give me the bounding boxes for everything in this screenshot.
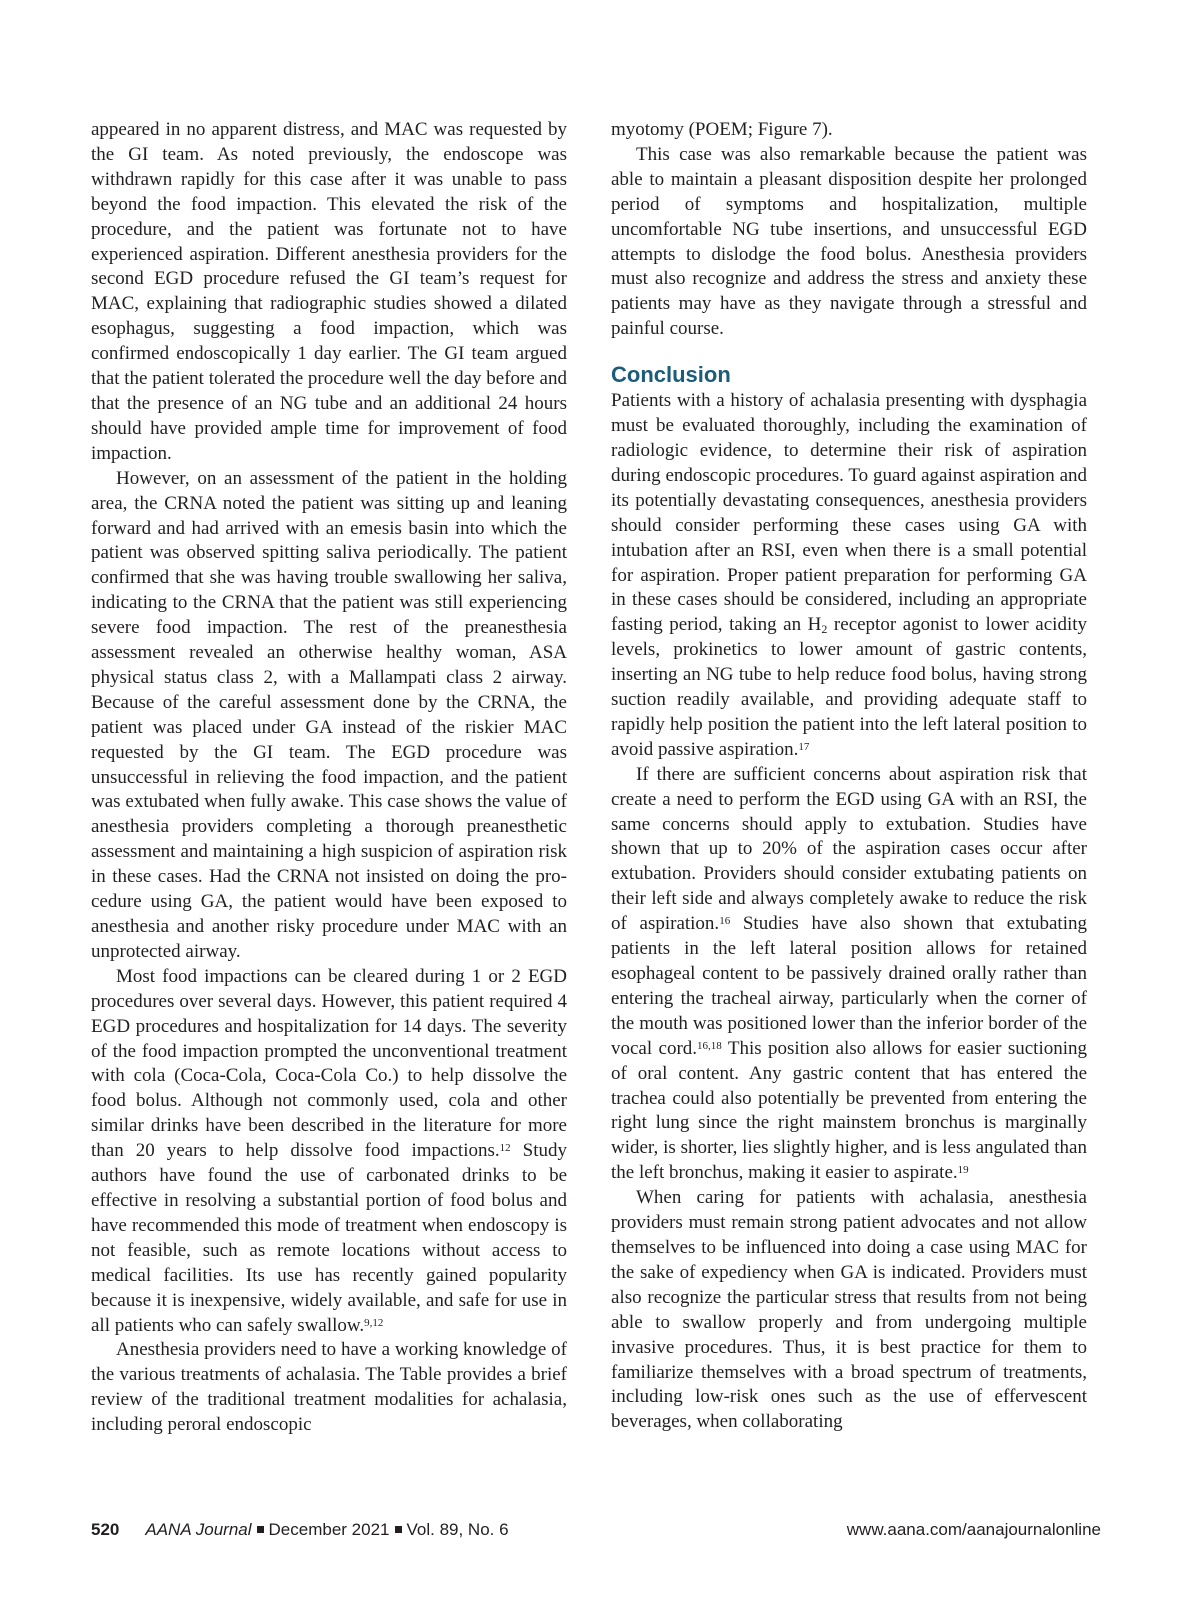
issue-date: December 2021 [268,1520,390,1539]
body-paragraph [611,389,1087,763]
paragraph-text: Studies have also shown that extubating patients in the left lateral position allows for retained esophageal content to be passively drained orally rather than entering the tracheal airway, particularly when the corner of the mouth was positioned lower than the inferior border of the vocal cord. [611,913,1087,1059]
page-footer [91,1520,1101,1542]
bullet-separator-icon [395,1526,402,1533]
page-number: 520 [91,1520,120,1539]
subscript: 2 [821,621,828,636]
citation-reference: 9,12 [364,1316,384,1329]
citation-reference: 12 [499,1142,511,1155]
bullet-separator-icon [257,1526,264,1533]
paragraph-text: This position also allows for easier suctioning of oral content. Any gastric content that has entered the trachea could also potentially be prevented from entering the right lung since the right mainstem bronchus is marginally wider, is shorter, lies slightly higher, and is less angulated than the left bronchus, making it easier to aspirate. [611,1037,1087,1184]
body-paragraph [91,965,567,1339]
volume-issue: Vol. 89, No. 6 [406,1520,509,1539]
paragraph-text: Patients with a history of achalasia presenting with dysphagia must be evaluated thoroughly, including the examination of radiologic evidence, to determine their risk of aspiration during endoscopic procedures. To guard against aspiration and its potentially devastating consequences, anesthesia providers should consider performing these cases using GA with intubation after an RSI, even when there is a small potential for aspiration. Proper patient preparation for performing GA in these cases should be considered, including an appropriate fasting period, taking an H [611,390,1087,636]
body-paragraph [611,763,1087,1186]
paragraph-text: If there are sufficient concerns about aspiration risk that create a need to perform the EGD using GA with an RSI, the same concerns should apply to extubation. Studies have shown that up to 20% of the aspiration cases occur after extubation. Providers should consider extubating patients on their left side and always completely awake to reduce the risk of aspiration. [611,763,1087,935]
body-paragraph: This case was also remarkable because the patient was able to maintain a pleasant disposition despite her prolonged period of symptoms and hospitalization, multiple uncomfortable NG tube insertions, and unsuccessful EGD attempts to dislodge the food bolus. Anesthesia providers must also recognize and address the stress and anxiety these patients may have as they navigate through a stressful and painful course. [611,143,1087,340]
citation-reference: 16,18 [697,1039,722,1052]
citation-reference: 16 [719,915,731,928]
journal-url: www.aana.com/aanajournalonline [846,1520,1101,1539]
body-paragraph: However, on an assessment of the patient in the holding area, the CRNA noted the patient was sitting up and leaning forward and had arrived with an emesis basin into which the patient was observed spitting saliva periodically. The patient confirmed that she was having trouble swallowing her saliva, indicating to the CRNA that the patient was still experiencing severe food impaction. The rest of the preanesthesia assessment revealed an otherwise healthy woman, ASA physical status class 2, with a Mallampati class 2 airway. Because of the careful assessment done by the CRNA, the patient was placed under GA instead of the riskier MAC requested by the GI team. The EGD procedure was unsuccessful in relieving the food impaction, and the patient was extubated when fully awake. This case shows the value of anesthesia providers completing a thorough preanesthetic assessment and maintaining a high suspicion of aspiration risk in these cases. Had the CRNA not insisted on doing the procedure using GA, the patient would have been exposed to anesthesia and another risky procedure under MAC with an unprotected airway. [91,467,567,962]
citation-reference: 19 [957,1164,969,1177]
journal-name: AANA Journal [145,1520,252,1539]
citation-reference: 17 [798,740,810,753]
paragraph-text: Most food impactions can be cleared during 1 or 2 EGD procedures over several days. However, this patient required 4 EGD procedures and hospitalization for 14 days. The severity of the food impaction prompted the unconventional treatment with cola (Coca-Cola, Coca-Cola Co.) to help dissolve the food bolus. Although not commonly used, cola and other similar drinks have been described in the literature for more than 20 years to help dissolve food impactions. [91,965,567,1162]
body-paragraph: appeared in no apparent distress, and MAC was requested by the GI team. As noted previously, the endoscope was withdrawn rapidly for this case after it was unable to pass beyond the food impaction. This elevated the risk of the procedure, and the patient was fortunate not to have experienced aspiration. Different anesthesia providers for the second EGD procedure refused the GI team’s request for MAC, explaining that radiographic studies showed a dilated esophagus, suggesting a food impaction, which was confirmed endoscopically 1 day earlier. The GI team argued that the patient tolerated the procedure well the day before and that the presence of an NG tube and an additional 24 hours should have provided ample time for improvement of food impaction. [91,119,567,464]
paragraph-text: Study authors have found the use of carbonated drinks to be effective in resolving a substantial portion of food bolus and have recommended this mode of treatment when endoscopy is not feasible, such as remote locations without access to medical facilities. Its use has recently gained popularity because it is inexpensive, widely available, and safe for use in all patients who can safely swallow. [91,1140,567,1336]
right-column [611,118,1087,1435]
body-paragraph: Anesthesia providers need to have a working knowledge of the various treatments of achalasia. The Table provides a brief review of the traditional treatment modalities for achalasia, including peroral endoscopic [91,1339,567,1436]
left-column [91,118,567,1438]
section-heading-conclusion: Conclusion [611,362,731,388]
body-paragraph: When caring for patients with achalasia, anesthesia providers must remain strong patient advocates and not allow themselves to be influenced into doing a case using MAC for the sake of expediency when GA is indicated. Providers must also recognize the particular stress that results from not being able to swallow properly and from undergoing multiple invasive procedures. Thus, it is best practice for them to familiarize themselves with a broad spectrum of treatments, including low-risk ones such as the use of effervescent beverages, when collaborating [611,1187,1087,1433]
paragraph-text: receptor agonist to lower acidity levels, prokinetics to lower amount of gastric contents, inserting an NG tube to help reduce food bolus, having strong suction readily available, and providing adequate staff to rapidly help position the patient into the left lateral position to avoid passive aspiration. [611,614,1088,760]
body-paragraph: myotomy (POEM; Figure 7). [611,119,833,140]
